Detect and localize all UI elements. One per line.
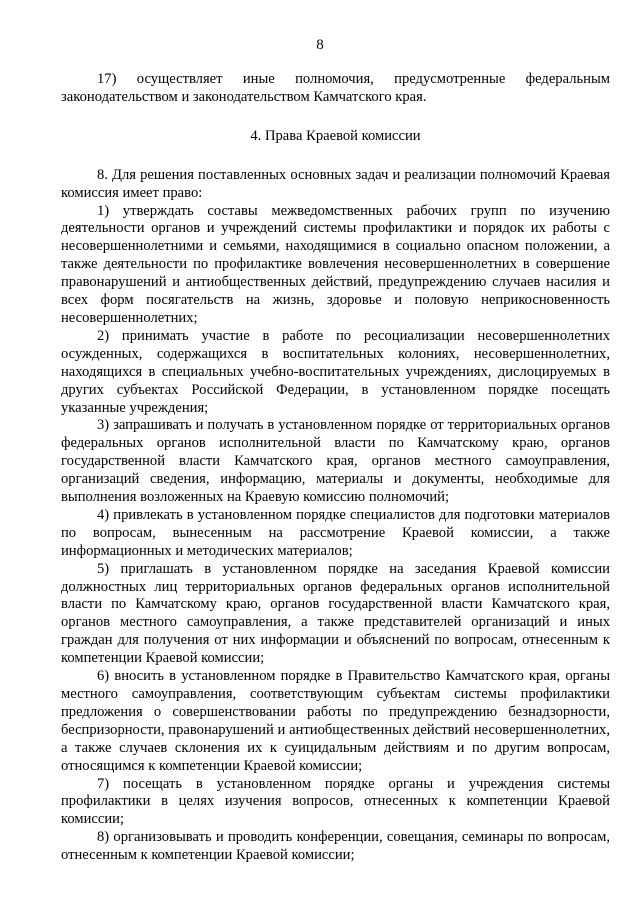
document-body (61, 71, 610, 865)
paragraph-right-6: 6) вносить в установленном порядке в Правительство Камчатского края, органы местного самоуправления, соответствующим субъектам системы профилактики предложения о совершенствовании работы по предупреждению безнадзорности, беспризорности, правонарушений и антиобщественных действий несовершеннолетних, а также случаев склонения их к суицидальным действиям и по другим вопросам, относящимся к компетенции Краевой комиссии; (61, 668, 610, 774)
paragraph-right-3: 3) запрашивать и получать в установленном порядке от территориальных органов федеральных органов исполнительной власти по Камчатскому краю, органов государственной власти Камчатского края, органов местного самоуправления, организаций сведения, информацию, материалы и документы, необходимые для выполнения возложенных на Краевую комиссию полномочий; (61, 417, 610, 506)
paragraph-right-2: 2) принимать участие в работе по ресоциализации несовершеннолетних осужденных, содержащихся в воспитательных колониях, несовершеннолетних, находящихся в специальных учебно-воспитательных учреждениях, дислоцируемых в других субъектах Российской Федерации, в установленном порядке посещать указанные учреждения; (61, 327, 610, 416)
paragraph-right-7: 7) посещать в установленном порядке органы и учреждения системы профилактики в целях изучения вопросов, отнесенных к компетенции Краевой комиссии; (61, 775, 610, 828)
paragraph-item-17: 17) осуществляет иные полномочия, предусмотренные федеральным законодательством и законодательством Камчатского края. (61, 71, 610, 105)
page-number: 8 (316, 37, 324, 53)
section-heading: 4. Права Краевой комиссии (250, 127, 421, 144)
paragraph-right-4: 4) привлекать в установленном порядке специалистов для подготовки материалов по вопросам, вынесенным на рассмотрение Краевой комиссии, а также информационных и методических материалов; (61, 506, 610, 559)
paragraph-clause-8: 8. Для решения поставленных основных задач и реализации полномочий Краевая комиссия имеет право: (61, 166, 610, 201)
paragraph-right-1: 1) утверждать составы межведомственных рабочих групп по изучению деятельности органов и учреждений системы профилактики и порядок их работы с несовершеннолетними и семьями, находящимися в социально опасном положении, а также деятельности по профилактике вовлечения несовершеннолетних в совершение правонарушений и антиобщественных действий, предупреждению случаев насилия и всех форм посягательств на жизнь, здоровье и половую неприкосновенность несовершеннолетних; (61, 202, 610, 326)
paragraph-right-8: 8) организовывать и проводить конференции, совещания, семинары по вопросам, отнесенным к компетенции Краевой комиссии; (61, 829, 610, 864)
paragraph-right-5: 5) приглашать в установленном порядке на заседания Краевой комиссии должностных лиц территориальных органов федеральных органов исполнительной власти по Камчатскому краю, органов государственной власти Камчатского края, органов местного самоуправления, а также представителей организаций и иных граждан для получения от них информации и объяснений по вопросам, отнесенным к компетенции Краевой комиссии; (61, 560, 610, 667)
